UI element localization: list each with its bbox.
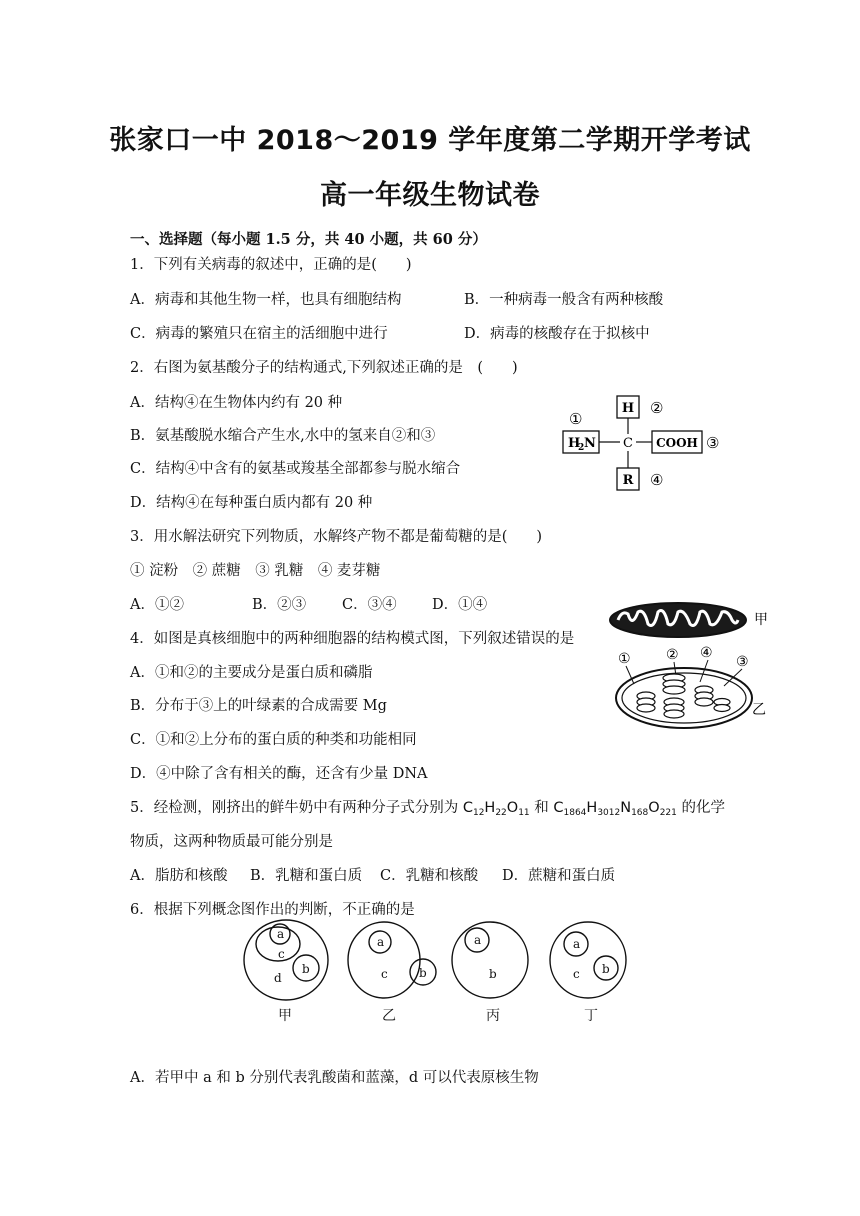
bing-b: b [489, 967, 497, 981]
diagram-yi [348, 922, 436, 998]
bing-a: a [474, 933, 482, 947]
section-heading: 一、选择题（每小题 1.5 分，共 40 小题，共 60 分） [130, 231, 487, 248]
organelle-figure [604, 598, 784, 738]
diagram-ding [550, 922, 626, 998]
q4-option-c: C．①和②上分布的蛋白质的种类和功能相同 [130, 732, 417, 748]
q2-option-a: A．结构④在生物体内约有 20 种 [130, 395, 343, 411]
q2-stem: 2．右图为氨基酸分子的结构通式,下列叙述正确的是 ( ) [130, 360, 518, 376]
num-2: ② [666, 647, 679, 663]
nh2-n: N [584, 436, 596, 451]
nh2-h: H [568, 436, 581, 451]
nh2-sub: 2 [578, 443, 585, 453]
formula-protein: $C_{1864}H_{3012}N_{168}O_{221}$ [553, 800, 677, 818]
q4-stem: 4．如图是真核细胞中的两种细胞器的结构模式图，下列叙述错误的是 [130, 631, 575, 647]
q2-option-c: C．结构④中含有的氨基或羧基全部都参与脱水缩合 [130, 461, 461, 477]
q4-option-a: A．①和②的主要成分是蛋白质和磷脂 [130, 665, 373, 681]
label-jia: 甲 [278, 1008, 292, 1024]
q1-option-c: C．病毒的繁殖只在宿主的活细胞中进行 [130, 326, 388, 342]
jia-label: 甲 [754, 612, 768, 628]
c-label: C [623, 436, 633, 451]
ding-a: a [573, 937, 581, 951]
yi-label: 乙 [752, 702, 766, 718]
q3-option-b: B．②③ [252, 597, 307, 613]
q4-option-b: B．分布于③上的叶绿素的合成需要 Mg [130, 698, 387, 714]
jia-a: a [277, 927, 285, 941]
q5-option-a: A．脂肪和核酸 [130, 868, 228, 884]
grana-stacks [637, 674, 730, 718]
label-bing: 丙 [486, 1008, 500, 1024]
r-number: ④ [650, 471, 664, 489]
q6-option-a: A．若甲中 a 和 b 分别代表乳酸菌和蓝藻，d 可以代表原核生物 [130, 1070, 539, 1086]
h-number: ② [650, 399, 664, 417]
q3-option-a: A．①② [130, 597, 184, 613]
q3-stem: 3．用水解法研究下列物质，水解终产物不都是葡萄糖的是( ) [130, 529, 543, 545]
cooh-label: COOH [656, 436, 698, 450]
exam-subtitle: 高一年级生物试卷 [320, 180, 540, 211]
q2-option-b: B．氨基酸脱水缩合产生水,水中的氢来自②和③ [130, 428, 436, 444]
q3-items: ① 淀粉 ② 蔗糖 ③ 乳糖 ④ 麦芽糖 [130, 563, 381, 579]
jia-c: c [278, 947, 285, 961]
num-4: ④ [700, 645, 713, 661]
num-1: ① [618, 651, 631, 667]
q4-option-d: D．④中除了含有相关的酶，还含有少量 DNA [130, 766, 428, 782]
q3-option-d: D．①④ [432, 597, 488, 613]
q3-option-c: C．③④ [342, 597, 397, 613]
yi-c: c [381, 967, 388, 981]
exam-title: 张家口一中 2018～2019 学年度第二学期开学考试 [109, 125, 751, 156]
q5-stem-p2: 的化学 [676, 800, 725, 816]
ding-c: c [573, 967, 580, 981]
concept-diagrams [240, 916, 650, 1024]
jia-d: d [274, 971, 282, 985]
q1-option-d: D．病毒的核酸存在于拟核中 [464, 326, 650, 342]
q1-stem: 1．下列有关病毒的叙述中，正确的是( ) [130, 257, 412, 273]
q5-option-b: B．乳糖和蛋白质 [250, 868, 363, 884]
q6-stem: 6．根据下列概念图作出的判断，不正确的是 [130, 902, 415, 918]
q5-stem-mid: 和 [529, 800, 554, 816]
ding-b: b [602, 962, 610, 976]
diagram-jia [244, 920, 328, 1000]
nh2-number: ① [569, 410, 583, 428]
q1-option-a: A．病毒和其他生物一样，也具有细胞结构 [130, 292, 402, 308]
yi-a: a [377, 935, 385, 949]
q5-option-d: D．蔗糖和蛋白质 [502, 868, 616, 884]
label-yi: 乙 [382, 1008, 396, 1024]
q5-stem-line1 [130, 798, 725, 818]
formula-lactose: $C_{12}H_{22}O_{11}$ [462, 800, 530, 818]
q5-option-c: C．乳糖和核酸 [380, 868, 479, 884]
q5-stem-line2: 物质，这两种物质最可能分别是 [130, 834, 333, 850]
q2-option-d: D．结构④在每种蛋白质内都有 20 种 [130, 495, 373, 511]
r-label: R [622, 473, 634, 488]
label-ding: 丁 [584, 1008, 598, 1024]
amino-acid-structure-figure [560, 394, 740, 498]
q1-option-b: B．一种病毒一般含有两种核酸 [464, 292, 664, 308]
jia-b: b [302, 962, 310, 976]
diagram-bing [452, 922, 528, 998]
q5-stem-p1: 5．经检测，刚挤出的鲜牛奶中有两种分子式分别为 [130, 800, 463, 816]
h-label: H [621, 401, 635, 416]
yi-b: b [419, 966, 427, 980]
num-3: ③ [736, 654, 749, 670]
cooh-number: ③ [706, 434, 720, 452]
pointer-4 [700, 660, 708, 682]
